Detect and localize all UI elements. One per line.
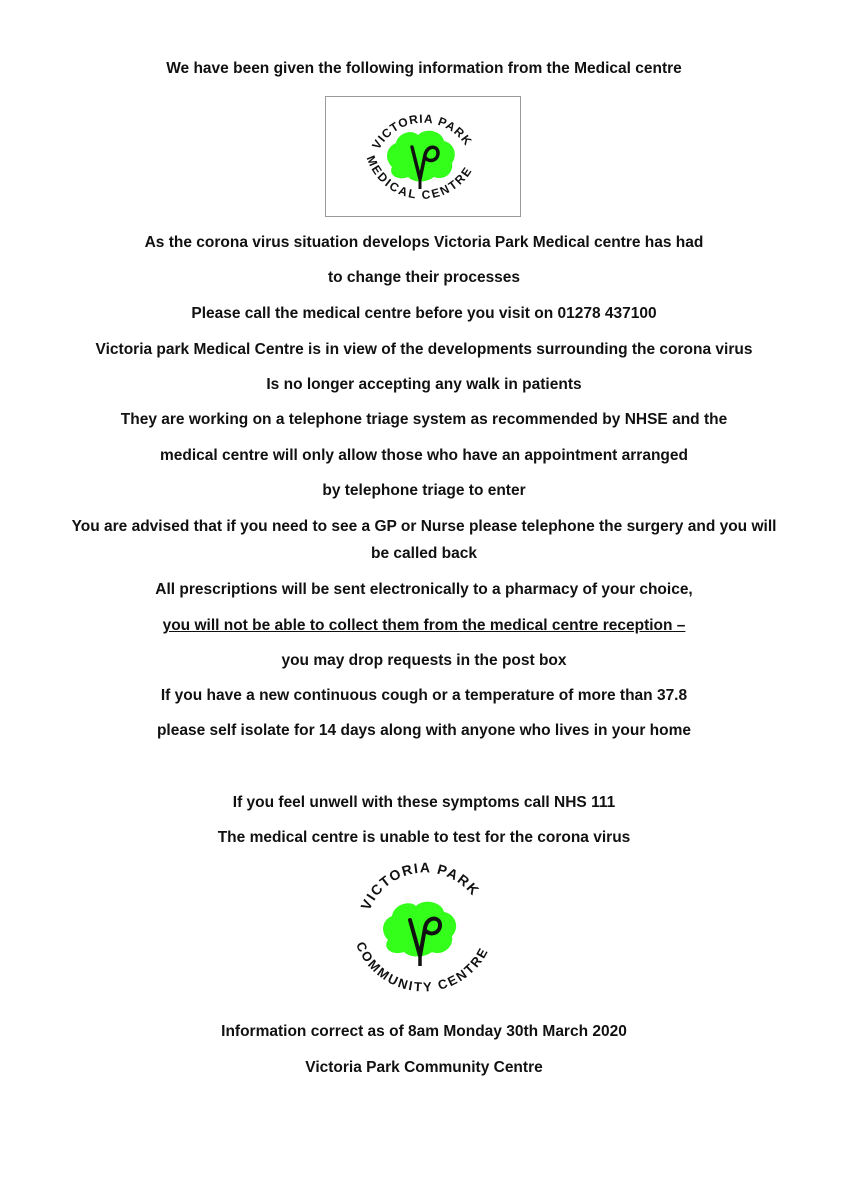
info-line-6: They are working on a telephone triage system as recommended by NHSE and the — [120, 411, 728, 428]
community-centre-logo — [338, 862, 510, 1012]
info-line-2: to change their processes — [327, 269, 521, 286]
info-line-11: All prescriptions will be sent electronically to a pharmacy of your choice, — [155, 581, 693, 598]
info-line-13: you may drop requests in the post box — [281, 652, 567, 669]
reception-warning: you will not be able to collect them from the medical centre reception – — [162, 617, 686, 634]
info-date: Information correct as of 8am Monday 30th March 2020 — [221, 1023, 627, 1040]
logo-top-text: VICTORIA PARK — [369, 111, 476, 152]
info-line-9: You are advised that if you need to see a GP or Nurse please telephone the surgery and you will — [71, 518, 777, 535]
info-line-14: If you have a new continuous cough or a temperature of more than 37.8 — [160, 687, 688, 704]
logo-bottom-text: COMMUNITY CENTRE — [352, 939, 492, 995]
info-line-5: Is no longer accepting any walk in patients — [266, 376, 582, 393]
signature: Victoria Park Community Centre — [305, 1059, 543, 1076]
info-line-16: If you feel unwell with these symptoms call NHS 111 — [232, 794, 616, 811]
info-line-15: please self isolate for 14 days along with anyone who lives in your home — [156, 722, 692, 739]
header-text: We have been given the following information from the Medical centre — [166, 60, 682, 77]
tree-icon — [387, 131, 455, 189]
info-line-7: medical centre will only allow those who have an appointment arranged — [160, 447, 688, 464]
info-line-8: by telephone triage to enter — [322, 482, 526, 499]
info-line-4: Victoria park Medical Centre is in view of the developments surrounding the corona virus — [95, 341, 753, 358]
info-line-10: be called back — [371, 545, 477, 562]
logo-bottom-text: MEDICAL CENTRE — [363, 153, 476, 203]
tree-icon — [383, 902, 456, 966]
phone-line: Please call the medical centre before you visit on 01278 437100 — [191, 305, 657, 322]
info-line-1: As the corona virus situation develops Victoria Park Medical centre has had — [144, 234, 704, 251]
medical-centre-logo — [325, 96, 521, 217]
info-line-17: The medical centre is unable to test for the corona virus — [217, 829, 631, 846]
logo-top-text: VICTORIA PARK — [357, 862, 484, 913]
